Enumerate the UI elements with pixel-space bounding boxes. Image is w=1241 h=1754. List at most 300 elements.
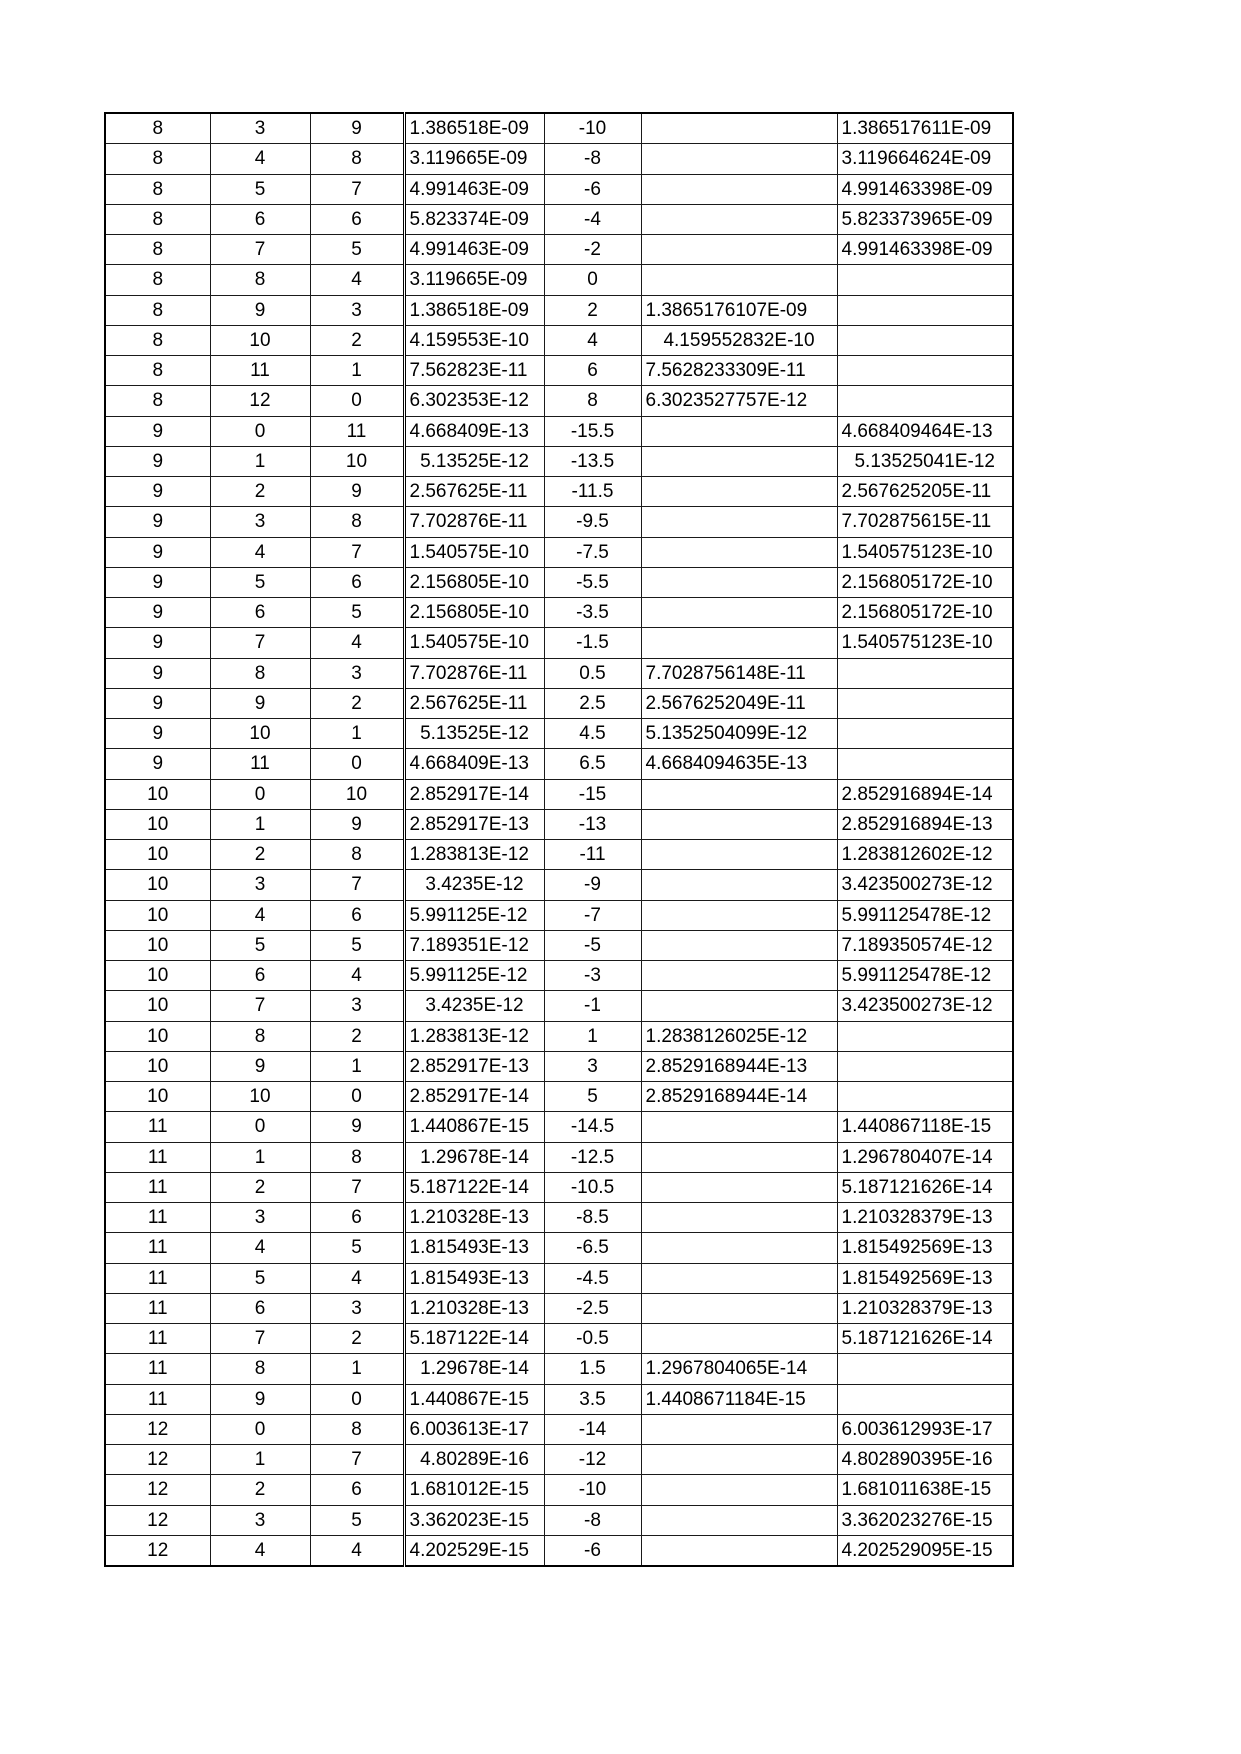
cell-col-f[interactable]: 1.4408671184E-15 <box>641 1384 837 1414</box>
cell-col-c[interactable]: 5 <box>310 235 404 265</box>
cell-col-b[interactable]: 5 <box>210 1263 310 1293</box>
cell-col-f[interactable] <box>641 144 837 174</box>
cell-col-g[interactable] <box>837 295 1013 325</box>
cell-col-f[interactable] <box>641 446 837 476</box>
cell-col-d[interactable]: 3.119665E-09 <box>404 144 544 174</box>
cell-col-d[interactable]: 1.440867E-15 <box>404 1112 544 1142</box>
cell-col-e[interactable]: 1.5 <box>544 1354 641 1384</box>
cell-col-f[interactable] <box>641 507 837 537</box>
cell-col-a[interactable]: 9 <box>105 658 210 688</box>
cell-col-c[interactable]: 6 <box>310 1475 404 1505</box>
cell-col-b[interactable]: 8 <box>210 265 310 295</box>
cell-col-a[interactable]: 12 <box>105 1475 210 1505</box>
cell-col-g[interactable]: 4.202529095E-15 <box>837 1535 1013 1566</box>
cell-col-f[interactable] <box>641 991 837 1021</box>
cell-col-e[interactable]: -4.5 <box>544 1263 641 1293</box>
cell-col-c[interactable]: 9 <box>310 477 404 507</box>
cell-col-f[interactable] <box>641 930 837 960</box>
cell-col-e[interactable]: -3.5 <box>544 598 641 628</box>
cell-col-f[interactable] <box>641 1142 837 1172</box>
cell-col-g[interactable]: 4.991463398E-09 <box>837 235 1013 265</box>
cell-col-g[interactable] <box>837 688 1013 718</box>
cell-col-f[interactable] <box>641 174 837 204</box>
cell-col-e[interactable]: -5 <box>544 930 641 960</box>
cell-col-c[interactable]: 3 <box>310 295 404 325</box>
cell-col-b[interactable]: 0 <box>210 416 310 446</box>
cell-col-a[interactable]: 10 <box>105 900 210 930</box>
cell-col-e[interactable]: -2.5 <box>544 1293 641 1323</box>
cell-col-c[interactable]: 4 <box>310 1535 404 1566</box>
cell-col-g[interactable]: 1.681011638E-15 <box>837 1475 1013 1505</box>
cell-col-f[interactable] <box>641 779 837 809</box>
cell-col-e[interactable]: 4 <box>544 325 641 355</box>
cell-col-d[interactable]: 4.202529E-15 <box>404 1535 544 1566</box>
cell-col-e[interactable]: 2 <box>544 295 641 325</box>
cell-col-a[interactable]: 11 <box>105 1112 210 1142</box>
cell-col-d[interactable]: 5.187122E-14 <box>404 1324 544 1354</box>
cell-col-e[interactable]: -10 <box>544 1475 641 1505</box>
cell-col-a[interactable]: 10 <box>105 961 210 991</box>
cell-col-c[interactable]: 9 <box>310 1112 404 1142</box>
cell-col-g[interactable]: 1.296780407E-14 <box>837 1142 1013 1172</box>
cell-col-f[interactable]: 2.5676252049E-11 <box>641 688 837 718</box>
cell-col-d[interactable]: 7.702876E-11 <box>404 658 544 688</box>
cell-col-e[interactable]: -9 <box>544 870 641 900</box>
cell-col-a[interactable]: 11 <box>105 1354 210 1384</box>
cell-col-b[interactable]: 1 <box>210 1445 310 1475</box>
cell-col-c[interactable]: 1 <box>310 1051 404 1081</box>
cell-col-b[interactable]: 7 <box>210 628 310 658</box>
cell-col-a[interactable]: 9 <box>105 416 210 446</box>
cell-col-c[interactable]: 6 <box>310 1203 404 1233</box>
cell-col-f[interactable] <box>641 900 837 930</box>
cell-col-e[interactable]: -7 <box>544 900 641 930</box>
cell-col-b[interactable]: 2 <box>210 840 310 870</box>
cell-col-e[interactable]: 8 <box>544 386 641 416</box>
cell-col-b[interactable]: 1 <box>210 1142 310 1172</box>
cell-col-a[interactable]: 12 <box>105 1535 210 1566</box>
cell-col-d[interactable]: 4.991463E-09 <box>404 174 544 204</box>
cell-col-f[interactable] <box>641 1293 837 1323</box>
cell-col-f[interactable]: 5.1352504099E-12 <box>641 719 837 749</box>
cell-col-g[interactable]: 2.156805172E-10 <box>837 567 1013 597</box>
cell-col-g[interactable]: 5.13525041E-12 <box>837 446 1013 476</box>
cell-col-e[interactable]: -3 <box>544 961 641 991</box>
cell-col-a[interactable]: 11 <box>105 1263 210 1293</box>
cell-col-g[interactable] <box>837 356 1013 386</box>
cell-col-a[interactable]: 11 <box>105 1142 210 1172</box>
cell-col-g[interactable] <box>837 719 1013 749</box>
cell-col-d[interactable]: 1.440867E-15 <box>404 1384 544 1414</box>
cell-col-d[interactable]: 2.852917E-14 <box>404 1082 544 1112</box>
cell-col-c[interactable]: 0 <box>310 749 404 779</box>
cell-col-c[interactable]: 11 <box>310 416 404 446</box>
cell-col-g[interactable]: 4.668409464E-13 <box>837 416 1013 446</box>
cell-col-c[interactable]: 5 <box>310 598 404 628</box>
cell-col-e[interactable]: -15.5 <box>544 416 641 446</box>
cell-col-a[interactable]: 8 <box>105 356 210 386</box>
cell-col-f[interactable] <box>641 809 837 839</box>
cell-col-d[interactable]: 4.668409E-13 <box>404 416 544 446</box>
cell-col-e[interactable]: -8 <box>544 1505 641 1535</box>
cell-col-g[interactable]: 7.189350574E-12 <box>837 930 1013 960</box>
cell-col-e[interactable]: 4.5 <box>544 719 641 749</box>
cell-col-f[interactable]: 7.5628233309E-11 <box>641 356 837 386</box>
cell-col-f[interactable] <box>641 113 837 144</box>
cell-col-f[interactable]: 4.159552832E-10 <box>641 325 837 355</box>
cell-col-c[interactable]: 8 <box>310 144 404 174</box>
cell-col-g[interactable]: 3.423500273E-12 <box>837 991 1013 1021</box>
cell-col-a[interactable]: 11 <box>105 1172 210 1202</box>
cell-col-g[interactable]: 4.991463398E-09 <box>837 174 1013 204</box>
cell-col-f[interactable]: 7.7028756148E-11 <box>641 658 837 688</box>
cell-col-b[interactable]: 5 <box>210 930 310 960</box>
cell-col-b[interactable]: 9 <box>210 688 310 718</box>
cell-col-c[interactable]: 4 <box>310 1263 404 1293</box>
cell-col-d[interactable]: 6.003613E-17 <box>404 1414 544 1444</box>
cell-col-d[interactable]: 3.4235E-12 <box>404 870 544 900</box>
cell-col-c[interactable]: 2 <box>310 688 404 718</box>
cell-col-g[interactable]: 3.119664624E-09 <box>837 144 1013 174</box>
cell-col-g[interactable]: 5.187121626E-14 <box>837 1324 1013 1354</box>
cell-col-e[interactable]: -4 <box>544 204 641 234</box>
cell-col-g[interactable]: 2.156805172E-10 <box>837 598 1013 628</box>
cell-col-d[interactable]: 1.386518E-09 <box>404 113 544 144</box>
cell-col-e[interactable]: -14.5 <box>544 1112 641 1142</box>
cell-col-f[interactable]: 4.6684094635E-13 <box>641 749 837 779</box>
cell-col-g[interactable] <box>837 658 1013 688</box>
cell-col-b[interactable]: 0 <box>210 779 310 809</box>
cell-col-c[interactable]: 1 <box>310 719 404 749</box>
cell-col-g[interactable] <box>837 1354 1013 1384</box>
cell-col-g[interactable] <box>837 1082 1013 1112</box>
cell-col-g[interactable]: 2.852916894E-14 <box>837 779 1013 809</box>
cell-col-d[interactable]: 7.189351E-12 <box>404 930 544 960</box>
cell-col-g[interactable]: 1.815492569E-13 <box>837 1263 1013 1293</box>
cell-col-e[interactable]: -5.5 <box>544 567 641 597</box>
cell-col-e[interactable]: 1 <box>544 1021 641 1051</box>
cell-col-g[interactable]: 5.991125478E-12 <box>837 900 1013 930</box>
cell-col-b[interactable]: 3 <box>210 870 310 900</box>
cell-col-a[interactable]: 10 <box>105 870 210 900</box>
cell-col-b[interactable]: 4 <box>210 144 310 174</box>
cell-col-d[interactable]: 2.852917E-13 <box>404 1051 544 1081</box>
cell-col-b[interactable]: 4 <box>210 537 310 567</box>
cell-col-c[interactable]: 10 <box>310 446 404 476</box>
cell-col-g[interactable] <box>837 265 1013 295</box>
cell-col-d[interactable]: 6.302353E-12 <box>404 386 544 416</box>
cell-col-a[interactable]: 8 <box>105 265 210 295</box>
cell-col-a[interactable]: 10 <box>105 1021 210 1051</box>
cell-col-c[interactable]: 8 <box>310 840 404 870</box>
cell-col-e[interactable]: -7.5 <box>544 537 641 567</box>
cell-col-d[interactable]: 4.159553E-10 <box>404 325 544 355</box>
cell-col-c[interactable]: 2 <box>310 1324 404 1354</box>
cell-col-b[interactable]: 11 <box>210 749 310 779</box>
cell-col-e[interactable]: -6 <box>544 174 641 204</box>
cell-col-b[interactable]: 7 <box>210 1324 310 1354</box>
cell-col-e[interactable]: -13.5 <box>544 446 641 476</box>
cell-col-d[interactable]: 1.540575E-10 <box>404 628 544 658</box>
cell-col-e[interactable]: 3 <box>544 1051 641 1081</box>
cell-col-e[interactable]: -14 <box>544 1414 641 1444</box>
cell-col-e[interactable]: 6.5 <box>544 749 641 779</box>
cell-col-f[interactable] <box>641 235 837 265</box>
cell-col-d[interactable]: 2.567625E-11 <box>404 477 544 507</box>
cell-col-a[interactable]: 10 <box>105 809 210 839</box>
cell-col-d[interactable]: 3.119665E-09 <box>404 265 544 295</box>
cell-col-e[interactable]: -6.5 <box>544 1233 641 1263</box>
cell-col-a[interactable]: 10 <box>105 1082 210 1112</box>
cell-col-c[interactable]: 6 <box>310 900 404 930</box>
cell-col-d[interactable]: 4.991463E-09 <box>404 235 544 265</box>
cell-col-a[interactable]: 11 <box>105 1233 210 1263</box>
cell-col-b[interactable]: 2 <box>210 1172 310 1202</box>
cell-col-b[interactable]: 7 <box>210 235 310 265</box>
cell-col-a[interactable]: 9 <box>105 719 210 749</box>
cell-col-b[interactable]: 12 <box>210 386 310 416</box>
cell-col-a[interactable]: 9 <box>105 749 210 779</box>
cell-col-c[interactable]: 5 <box>310 930 404 960</box>
cell-col-c[interactable]: 6 <box>310 567 404 597</box>
cell-col-c[interactable]: 1 <box>310 356 404 386</box>
cell-col-e[interactable]: -2 <box>544 235 641 265</box>
cell-col-f[interactable] <box>641 567 837 597</box>
cell-col-a[interactable]: 9 <box>105 628 210 658</box>
cell-col-d[interactable]: 1.540575E-10 <box>404 537 544 567</box>
cell-col-e[interactable]: -9.5 <box>544 507 641 537</box>
cell-col-f[interactable] <box>641 537 837 567</box>
cell-col-a[interactable]: 10 <box>105 930 210 960</box>
cell-col-g[interactable]: 1.210328379E-13 <box>837 1293 1013 1323</box>
cell-col-b[interactable]: 3 <box>210 1203 310 1233</box>
cell-col-d[interactable]: 1.815493E-13 <box>404 1233 544 1263</box>
cell-col-f[interactable] <box>641 598 837 628</box>
cell-col-f[interactable] <box>641 961 837 991</box>
cell-col-e[interactable]: 0 <box>544 265 641 295</box>
cell-col-e[interactable]: -12 <box>544 1445 641 1475</box>
cell-col-e[interactable]: -1 <box>544 991 641 1021</box>
cell-col-c[interactable]: 3 <box>310 1293 404 1323</box>
cell-col-a[interactable]: 9 <box>105 477 210 507</box>
cell-col-a[interactable]: 8 <box>105 113 210 144</box>
cell-col-g[interactable]: 6.003612993E-17 <box>837 1414 1013 1444</box>
cell-col-e[interactable]: 2.5 <box>544 688 641 718</box>
cell-col-g[interactable]: 5.823373965E-09 <box>837 204 1013 234</box>
cell-col-e[interactable]: 3.5 <box>544 1384 641 1414</box>
cell-col-b[interactable]: 3 <box>210 507 310 537</box>
cell-col-f[interactable]: 1.2967804065E-14 <box>641 1354 837 1384</box>
cell-col-e[interactable]: -15 <box>544 779 641 809</box>
cell-col-a[interactable]: 8 <box>105 235 210 265</box>
cell-col-a[interactable]: 9 <box>105 688 210 718</box>
cell-col-b[interactable]: 5 <box>210 567 310 597</box>
cell-col-b[interactable]: 9 <box>210 1384 310 1414</box>
cell-col-a[interactable]: 8 <box>105 204 210 234</box>
cell-col-a[interactable]: 10 <box>105 1051 210 1081</box>
cell-col-b[interactable]: 6 <box>210 598 310 628</box>
cell-col-b[interactable]: 8 <box>210 658 310 688</box>
cell-col-f[interactable] <box>641 628 837 658</box>
cell-col-g[interactable]: 1.540575123E-10 <box>837 537 1013 567</box>
cell-col-c[interactable]: 7 <box>310 1445 404 1475</box>
cell-col-b[interactable]: 8 <box>210 1021 310 1051</box>
cell-col-b[interactable]: 2 <box>210 1475 310 1505</box>
cell-col-e[interactable]: 6 <box>544 356 641 386</box>
cell-col-d[interactable]: 1.29678E-14 <box>404 1354 544 1384</box>
cell-col-a[interactable]: 9 <box>105 537 210 567</box>
cell-col-f[interactable] <box>641 416 837 446</box>
cell-col-f[interactable] <box>641 1535 837 1566</box>
cell-col-f[interactable] <box>641 477 837 507</box>
cell-col-c[interactable]: 8 <box>310 1414 404 1444</box>
cell-col-b[interactable]: 9 <box>210 1051 310 1081</box>
cell-col-a[interactable]: 11 <box>105 1203 210 1233</box>
cell-col-c[interactable]: 0 <box>310 1384 404 1414</box>
cell-col-c[interactable]: 7 <box>310 870 404 900</box>
cell-col-c[interactable]: 3 <box>310 991 404 1021</box>
cell-col-c[interactable]: 9 <box>310 113 404 144</box>
cell-col-f[interactable] <box>641 1112 837 1142</box>
cell-col-g[interactable]: 1.540575123E-10 <box>837 628 1013 658</box>
cell-col-g[interactable]: 3.362023276E-15 <box>837 1505 1013 1535</box>
cell-col-b[interactable]: 2 <box>210 477 310 507</box>
cell-col-g[interactable] <box>837 1384 1013 1414</box>
cell-col-f[interactable] <box>641 1445 837 1475</box>
cell-col-d[interactable]: 2.567625E-11 <box>404 688 544 718</box>
cell-col-b[interactable]: 6 <box>210 961 310 991</box>
cell-col-b[interactable]: 4 <box>210 1233 310 1263</box>
cell-col-b[interactable]: 10 <box>210 1082 310 1112</box>
cell-col-g[interactable]: 3.423500273E-12 <box>837 870 1013 900</box>
cell-col-e[interactable]: -8.5 <box>544 1203 641 1233</box>
cell-col-a[interactable]: 8 <box>105 325 210 355</box>
cell-col-b[interactable]: 6 <box>210 1293 310 1323</box>
cell-col-e[interactable]: -10 <box>544 113 641 144</box>
cell-col-g[interactable]: 2.567625205E-11 <box>837 477 1013 507</box>
cell-col-c[interactable]: 7 <box>310 174 404 204</box>
cell-col-g[interactable]: 1.815492569E-13 <box>837 1233 1013 1263</box>
cell-col-d[interactable]: 1.210328E-13 <box>404 1203 544 1233</box>
cell-col-b[interactable]: 10 <box>210 719 310 749</box>
cell-col-c[interactable]: 8 <box>310 507 404 537</box>
cell-col-b[interactable]: 0 <box>210 1414 310 1444</box>
cell-col-f[interactable]: 2.8529168944E-13 <box>641 1051 837 1081</box>
cell-col-d[interactable]: 5.13525E-12 <box>404 719 544 749</box>
cell-col-c[interactable]: 6 <box>310 204 404 234</box>
cell-col-g[interactable]: 4.802890395E-16 <box>837 1445 1013 1475</box>
cell-col-e[interactable]: -6 <box>544 1535 641 1566</box>
cell-col-f[interactable] <box>641 1233 837 1263</box>
cell-col-c[interactable]: 0 <box>310 386 404 416</box>
cell-col-c[interactable]: 9 <box>310 809 404 839</box>
cell-col-b[interactable]: 7 <box>210 991 310 1021</box>
cell-col-f[interactable] <box>641 1414 837 1444</box>
cell-col-a[interactable]: 11 <box>105 1384 210 1414</box>
cell-col-e[interactable]: 0.5 <box>544 658 641 688</box>
cell-col-a[interactable]: 10 <box>105 840 210 870</box>
cell-col-e[interactable]: -1.5 <box>544 628 641 658</box>
cell-col-a[interactable]: 12 <box>105 1445 210 1475</box>
cell-col-d[interactable]: 1.815493E-13 <box>404 1263 544 1293</box>
cell-col-d[interactable]: 2.852917E-13 <box>404 809 544 839</box>
cell-col-f[interactable]: 1.2838126025E-12 <box>641 1021 837 1051</box>
cell-col-g[interactable]: 5.991125478E-12 <box>837 961 1013 991</box>
cell-col-a[interactable]: 12 <box>105 1414 210 1444</box>
cell-col-a[interactable]: 8 <box>105 386 210 416</box>
cell-col-f[interactable]: 6.3023527757E-12 <box>641 386 837 416</box>
cell-col-f[interactable] <box>641 870 837 900</box>
cell-col-a[interactable]: 11 <box>105 1293 210 1323</box>
cell-col-d[interactable]: 4.80289E-16 <box>404 1445 544 1475</box>
cell-col-d[interactable]: 1.210328E-13 <box>404 1293 544 1323</box>
cell-col-c[interactable]: 4 <box>310 628 404 658</box>
cell-col-g[interactable] <box>837 386 1013 416</box>
cell-col-b[interactable]: 1 <box>210 809 310 839</box>
cell-col-b[interactable]: 3 <box>210 113 310 144</box>
cell-col-g[interactable]: 1.440867118E-15 <box>837 1112 1013 1142</box>
cell-col-b[interactable]: 1 <box>210 446 310 476</box>
cell-col-a[interactable]: 9 <box>105 598 210 628</box>
cell-col-c[interactable]: 10 <box>310 779 404 809</box>
cell-col-d[interactable]: 5.991125E-12 <box>404 900 544 930</box>
cell-col-b[interactable]: 5 <box>210 174 310 204</box>
cell-col-a[interactable]: 12 <box>105 1505 210 1535</box>
cell-col-g[interactable] <box>837 1021 1013 1051</box>
cell-col-b[interactable]: 6 <box>210 204 310 234</box>
cell-col-e[interactable]: -11.5 <box>544 477 641 507</box>
cell-col-g[interactable] <box>837 749 1013 779</box>
cell-col-c[interactable]: 4 <box>310 265 404 295</box>
cell-col-e[interactable]: -8 <box>544 144 641 174</box>
cell-col-d[interactable]: 2.852917E-14 <box>404 779 544 809</box>
cell-col-f[interactable] <box>641 204 837 234</box>
cell-col-g[interactable]: 5.187121626E-14 <box>837 1172 1013 1202</box>
cell-col-f[interactable] <box>641 1172 837 1202</box>
cell-col-g[interactable]: 1.283812602E-12 <box>837 840 1013 870</box>
cell-col-c[interactable]: 2 <box>310 1021 404 1051</box>
cell-col-f[interactable] <box>641 1203 837 1233</box>
cell-col-a[interactable]: 8 <box>105 174 210 204</box>
cell-col-d[interactable]: 3.4235E-12 <box>404 991 544 1021</box>
cell-col-g[interactable] <box>837 325 1013 355</box>
cell-col-c[interactable]: 4 <box>310 961 404 991</box>
cell-col-f[interactable]: 2.8529168944E-14 <box>641 1082 837 1112</box>
cell-col-g[interactable] <box>837 1051 1013 1081</box>
cell-col-b[interactable]: 4 <box>210 1535 310 1566</box>
cell-col-b[interactable]: 4 <box>210 900 310 930</box>
cell-col-d[interactable]: 5.991125E-12 <box>404 961 544 991</box>
cell-col-d[interactable]: 2.156805E-10 <box>404 567 544 597</box>
cell-col-d[interactable]: 1.681012E-15 <box>404 1475 544 1505</box>
cell-col-a[interactable]: 8 <box>105 295 210 325</box>
cell-col-a[interactable]: 9 <box>105 446 210 476</box>
cell-col-c[interactable]: 3 <box>310 658 404 688</box>
cell-col-b[interactable]: 0 <box>210 1112 310 1142</box>
cell-col-d[interactable]: 5.823374E-09 <box>404 204 544 234</box>
cell-col-a[interactable]: 10 <box>105 779 210 809</box>
cell-col-f[interactable] <box>641 265 837 295</box>
cell-col-a[interactable]: 10 <box>105 991 210 1021</box>
cell-col-d[interactable]: 5.13525E-12 <box>404 446 544 476</box>
cell-col-f[interactable] <box>641 1505 837 1535</box>
cell-col-b[interactable]: 9 <box>210 295 310 325</box>
cell-col-d[interactable]: 7.562823E-11 <box>404 356 544 386</box>
cell-col-c[interactable]: 1 <box>310 1354 404 1384</box>
cell-col-f[interactable] <box>641 1475 837 1505</box>
cell-col-a[interactable]: 11 <box>105 1324 210 1354</box>
cell-col-c[interactable]: 2 <box>310 325 404 355</box>
